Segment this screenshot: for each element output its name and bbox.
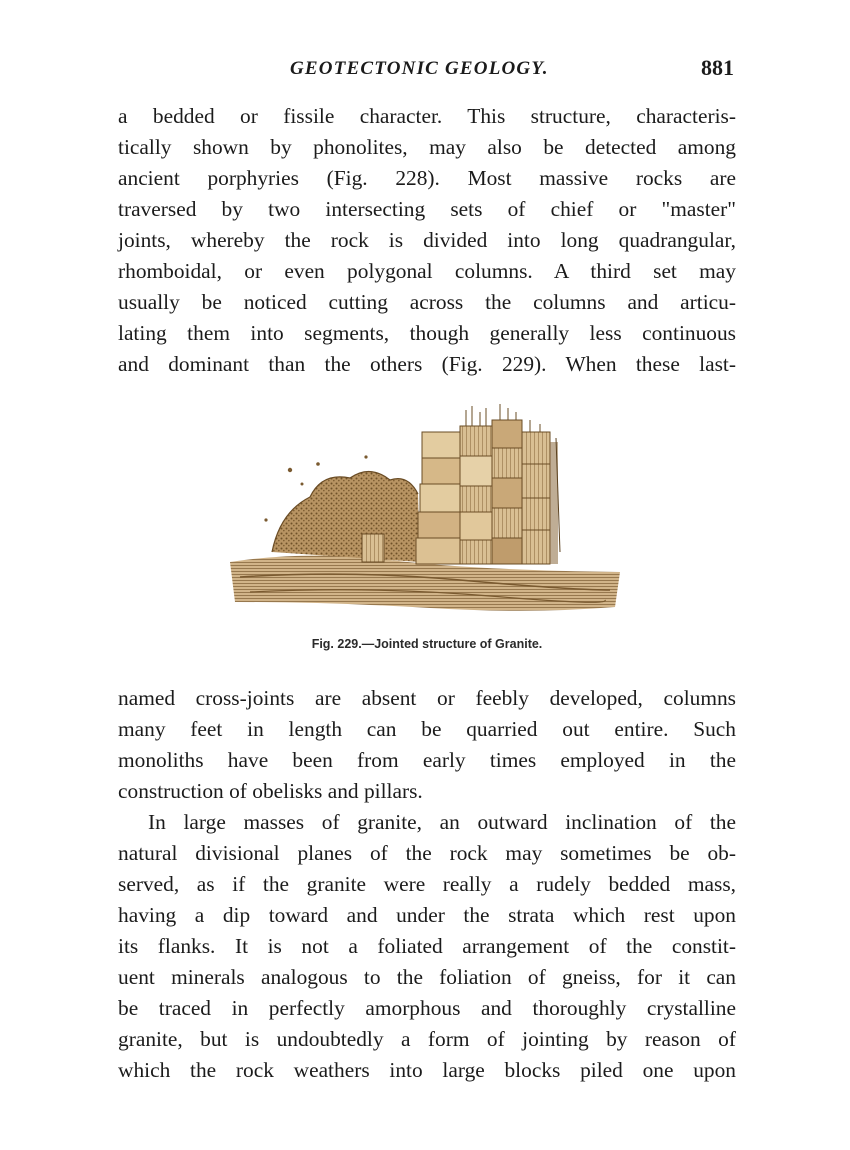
text-line: tically shown by phonolites, may also be detected among xyxy=(118,135,736,159)
text-line: uent minerals analogous to the foliation of gneiss, for it can xyxy=(118,965,736,989)
text-line: lating them into segments, though generally less continuous xyxy=(118,321,736,345)
text-line: joints, whereby the rock is divided into long quadrangular, xyxy=(118,228,736,252)
text-line: served, as if the granite were really a rudely bedded mass, xyxy=(118,872,736,896)
text-line: ancient porphyries (Fig. 228). Most massive rocks are xyxy=(118,166,736,190)
text-line: its flanks. It is not a foliated arrangement of the constit- xyxy=(118,934,736,958)
text-line: which the rock weathers into large blocks piled one upon xyxy=(118,1058,736,1082)
figure-caption: Fig. 229.—Jointed structure of Granite. xyxy=(311,637,543,651)
text-line: a bedded or fissile character. This structure, characteris- xyxy=(118,104,736,128)
page-number: 881 xyxy=(701,55,734,80)
text-line: be traced in perfectly amorphous and thoroughly crystalline xyxy=(118,996,736,1020)
paragraph-1 xyxy=(118,101,736,380)
text-line: usually be noticed cutting across the columns and articu- xyxy=(118,290,736,314)
text-line: In large masses of granite, an outward inclination of the xyxy=(148,810,736,834)
text-line: many feet in length can be quarried out entire. Such xyxy=(118,717,736,741)
running-head xyxy=(118,55,736,86)
text-line: construction of obelisks and pillars. xyxy=(118,779,423,803)
text-line: and dominant than the others (Fig. 229). When these last- xyxy=(118,352,736,376)
text-line: named cross-joints are absent or feebly developed, columns xyxy=(118,686,736,710)
text-line: traversed by two intersecting sets of chief or "master" xyxy=(118,197,736,221)
text-line: monoliths have been from early times employed in the xyxy=(118,748,736,772)
paragraph-2 xyxy=(118,683,736,1086)
text-line: natural divisional planes of the rock may sometimes be ob- xyxy=(118,841,736,865)
text-line: rhomboidal, or even polygonal columns. A third set may xyxy=(118,259,736,283)
jointed-granite-illustration xyxy=(230,402,620,634)
granite-figure xyxy=(230,402,620,634)
running-title: GEOTECTONIC GEOLOGY. xyxy=(290,58,549,79)
text-line: granite, but is undoubtedly a form of jointing by reason of xyxy=(118,1027,736,1051)
text-line: having a dip toward and under the strata which rest upon xyxy=(118,903,736,927)
